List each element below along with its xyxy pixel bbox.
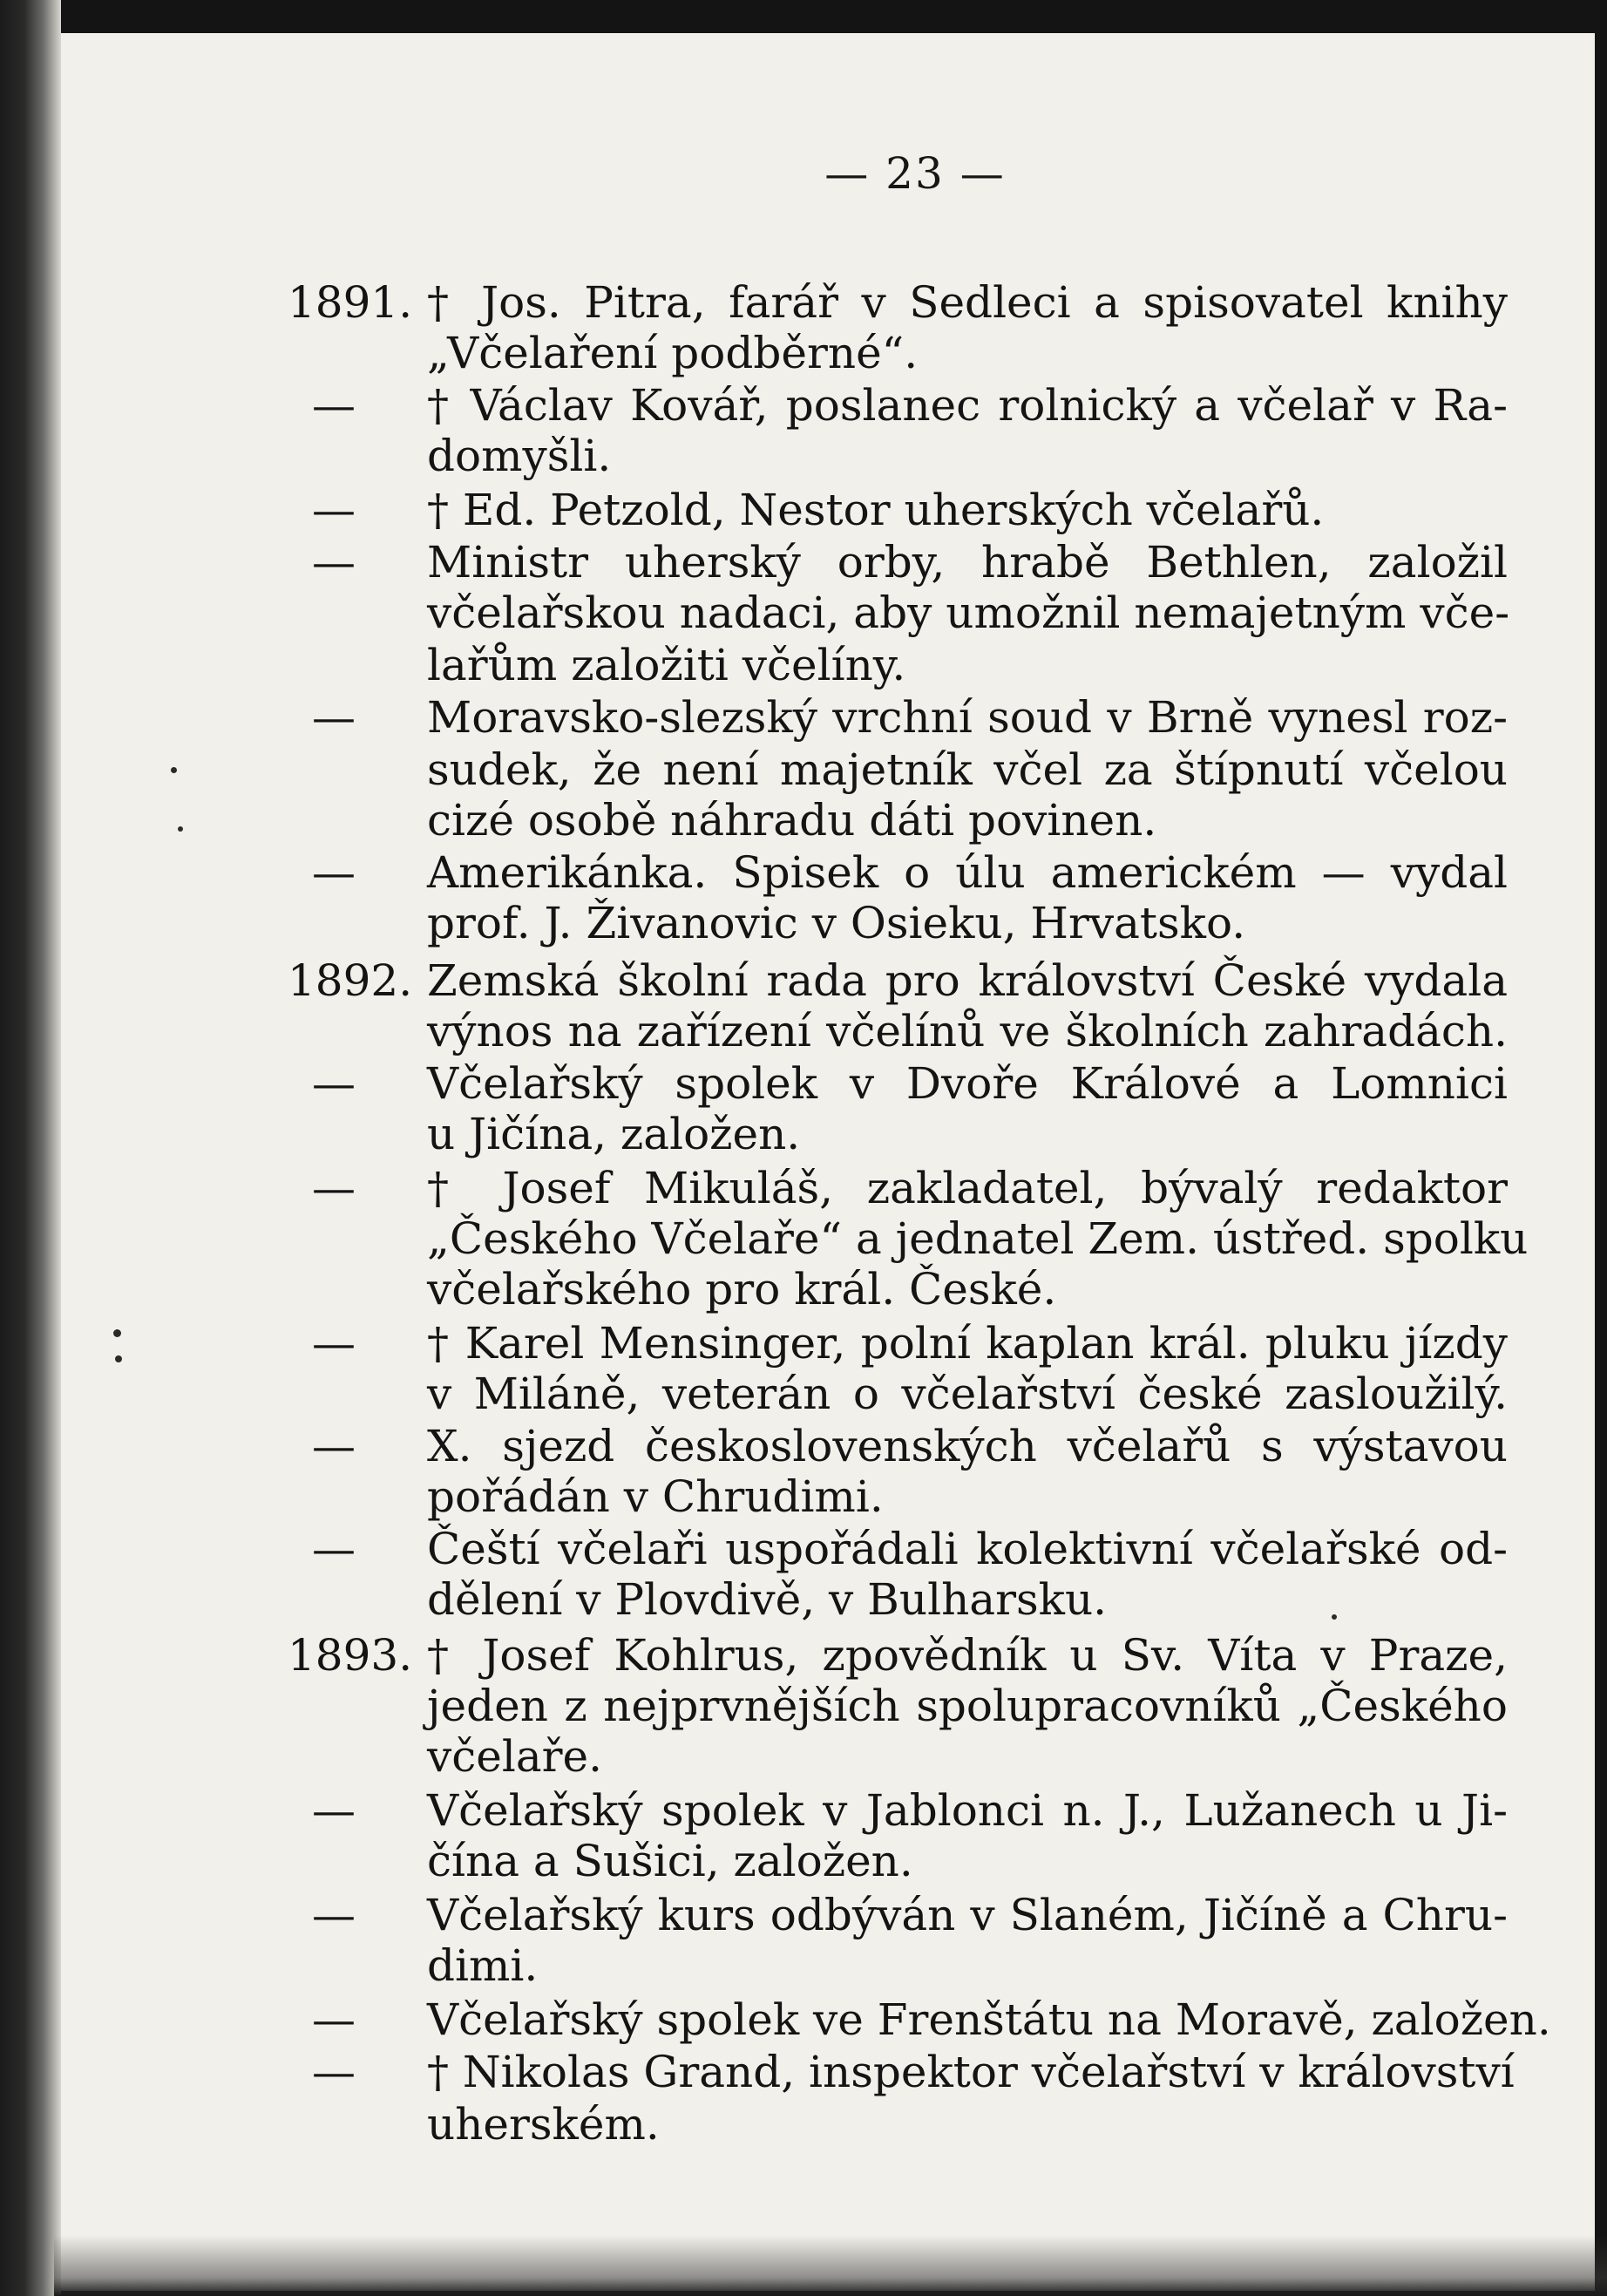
text-line xyxy=(0,380,1607,431)
text-line xyxy=(0,431,1607,481)
line-text: prof. J. Živanovic v Osieku, Hrvatsko. xyxy=(427,898,1246,948)
text-line xyxy=(0,955,1607,1006)
line-text: dělení v Plovdivě, v Bulharsku. xyxy=(427,1574,1108,1625)
text-line xyxy=(0,1163,1607,1213)
text-line xyxy=(0,1109,1607,1159)
line-text: včelařskou nadaci, aby umožnil nemajetným vče- xyxy=(427,588,1510,638)
year-label: 1892. xyxy=(288,955,413,1006)
text-line xyxy=(0,1058,1607,1109)
text-line xyxy=(0,2099,1607,2150)
text-line xyxy=(0,537,1607,588)
line-text: † Karel Mensinger, polní kaplan král. pluku jízdy xyxy=(427,1318,1508,1369)
text-line xyxy=(0,1213,1607,1264)
line-text: † Nikolas Grand, inspektor včelařství v království xyxy=(427,2047,1515,2097)
line-text: Včelařský spolek ve Frenštátu na Moravě, založen. xyxy=(427,1994,1551,2045)
entry-dash: — xyxy=(312,485,356,535)
line-text: domyšli. xyxy=(427,431,612,481)
line-text: čína a Sušici, založen. xyxy=(427,1836,913,1886)
text-line xyxy=(0,1318,1607,1369)
line-text: † Ed. Petzold, Nestor uherských včelařů. xyxy=(427,485,1325,535)
line-text: včelařského pro král. České. xyxy=(427,1264,1057,1314)
text-line xyxy=(0,1471,1607,1522)
text-line xyxy=(0,588,1607,638)
line-text: X. sjezd československých včelařů s výstavou xyxy=(427,1421,1508,1471)
entry-dash: — xyxy=(312,380,356,431)
text-line xyxy=(0,640,1607,690)
text-line xyxy=(0,847,1607,898)
year-label: 1891. xyxy=(288,277,413,328)
text-line xyxy=(0,1630,1607,1681)
entry-dash: — xyxy=(312,1524,356,1574)
text-line xyxy=(0,1369,1607,1419)
text-line xyxy=(0,485,1607,535)
line-text: Včelařský spolek v Dvoře Králové a Lomnici xyxy=(427,1058,1508,1109)
line-text: Včelařský spolek v Jablonci n. J., Lužanech u Ji- xyxy=(427,1785,1508,1836)
line-text: cizé osobě náhradu dáti povinen. xyxy=(427,795,1157,846)
entry-dash: — xyxy=(312,1994,356,2045)
line-text: sudek, že není majetník včel za štípnutí včelou xyxy=(427,744,1508,795)
text-line xyxy=(0,692,1607,743)
entry-dash: — xyxy=(312,1890,356,1940)
text-line xyxy=(0,1836,1607,1886)
text-line xyxy=(0,1006,1607,1056)
line-text: Moravsko-slezský vrchní soud v Brně vynesl roz- xyxy=(427,692,1508,743)
line-text: Včelařský kurs odbýván v Slaném, Jičíně a Chru- xyxy=(427,1890,1508,1940)
entry-dash: — xyxy=(312,1163,356,1213)
entry-dash: — xyxy=(312,1785,356,1836)
page-number: — 23 — xyxy=(824,148,1006,199)
entry-dash: — xyxy=(312,2047,356,2097)
text-line xyxy=(0,1524,1607,1574)
line-text: výnos na zařízení včelínů ve školních zahradách. xyxy=(427,1006,1508,1056)
line-text: Amerikánka. Spisek o úlu americkém — vydal xyxy=(427,847,1508,898)
entry-dash: — xyxy=(312,1421,356,1471)
text-line xyxy=(0,328,1607,378)
text-line xyxy=(0,1785,1607,1836)
text-line xyxy=(0,744,1607,795)
line-text: včelaře. xyxy=(427,1731,603,1782)
line-text: u Jičína, založen. xyxy=(427,1109,801,1159)
text-line xyxy=(0,1421,1607,1471)
line-text: † Josef Mikuláš, zakladatel, bývalý redaktor xyxy=(427,1163,1508,1213)
line-text: † Václav Kovář, poslanec rolnický a včelař v Ra- xyxy=(427,380,1508,431)
line-text: jeden z nejprvnějších spolupracovníků „Českého xyxy=(427,1681,1508,1731)
text-line xyxy=(0,1940,1607,1991)
entry-dash: — xyxy=(312,537,356,588)
line-text: „Českého Včelaře“ a jednatel Zem. ústřed. spolku xyxy=(427,1213,1529,1264)
text-line xyxy=(0,1994,1607,2045)
text-line xyxy=(0,1681,1607,1731)
text-line xyxy=(0,795,1607,846)
entry-dash: — xyxy=(312,847,356,898)
text-line xyxy=(0,1890,1607,1940)
line-text: Ministr uherský orby, hrabě Bethlen, založil xyxy=(427,537,1508,588)
line-text: „Včelaření podběrné“. xyxy=(427,328,919,378)
line-text: v Miláně, veterán o včelařství české zasloužilý. xyxy=(427,1369,1508,1419)
entry-dash: — xyxy=(312,1058,356,1109)
line-text: lařům založiti včelíny. xyxy=(427,640,906,690)
text-line xyxy=(0,1731,1607,1782)
line-text: uherském. xyxy=(427,2099,660,2150)
text-line xyxy=(0,898,1607,948)
text-line xyxy=(0,2047,1607,2097)
line-text: † Jos. Pitra, farář v Sedleci a spisovatel knihy xyxy=(427,277,1508,328)
line-text: dimi. xyxy=(427,1940,539,1991)
line-text: † Josef Kohlrus, zpovědník u Sv. Víta v Praze, xyxy=(427,1630,1508,1681)
text-line xyxy=(0,1574,1607,1625)
line-text: pořádán v Chrudimi. xyxy=(427,1471,884,1522)
line-text: Čeští včelaři uspořádali kolektivní včelařské od- xyxy=(427,1524,1508,1574)
entry-dash: — xyxy=(312,692,356,743)
line-text: Zemská školní rada pro království České vydala xyxy=(427,955,1508,1006)
year-label: 1893. xyxy=(288,1630,413,1681)
entry-dash: — xyxy=(312,1318,356,1369)
text-line xyxy=(0,277,1607,328)
text-line xyxy=(0,1264,1607,1314)
